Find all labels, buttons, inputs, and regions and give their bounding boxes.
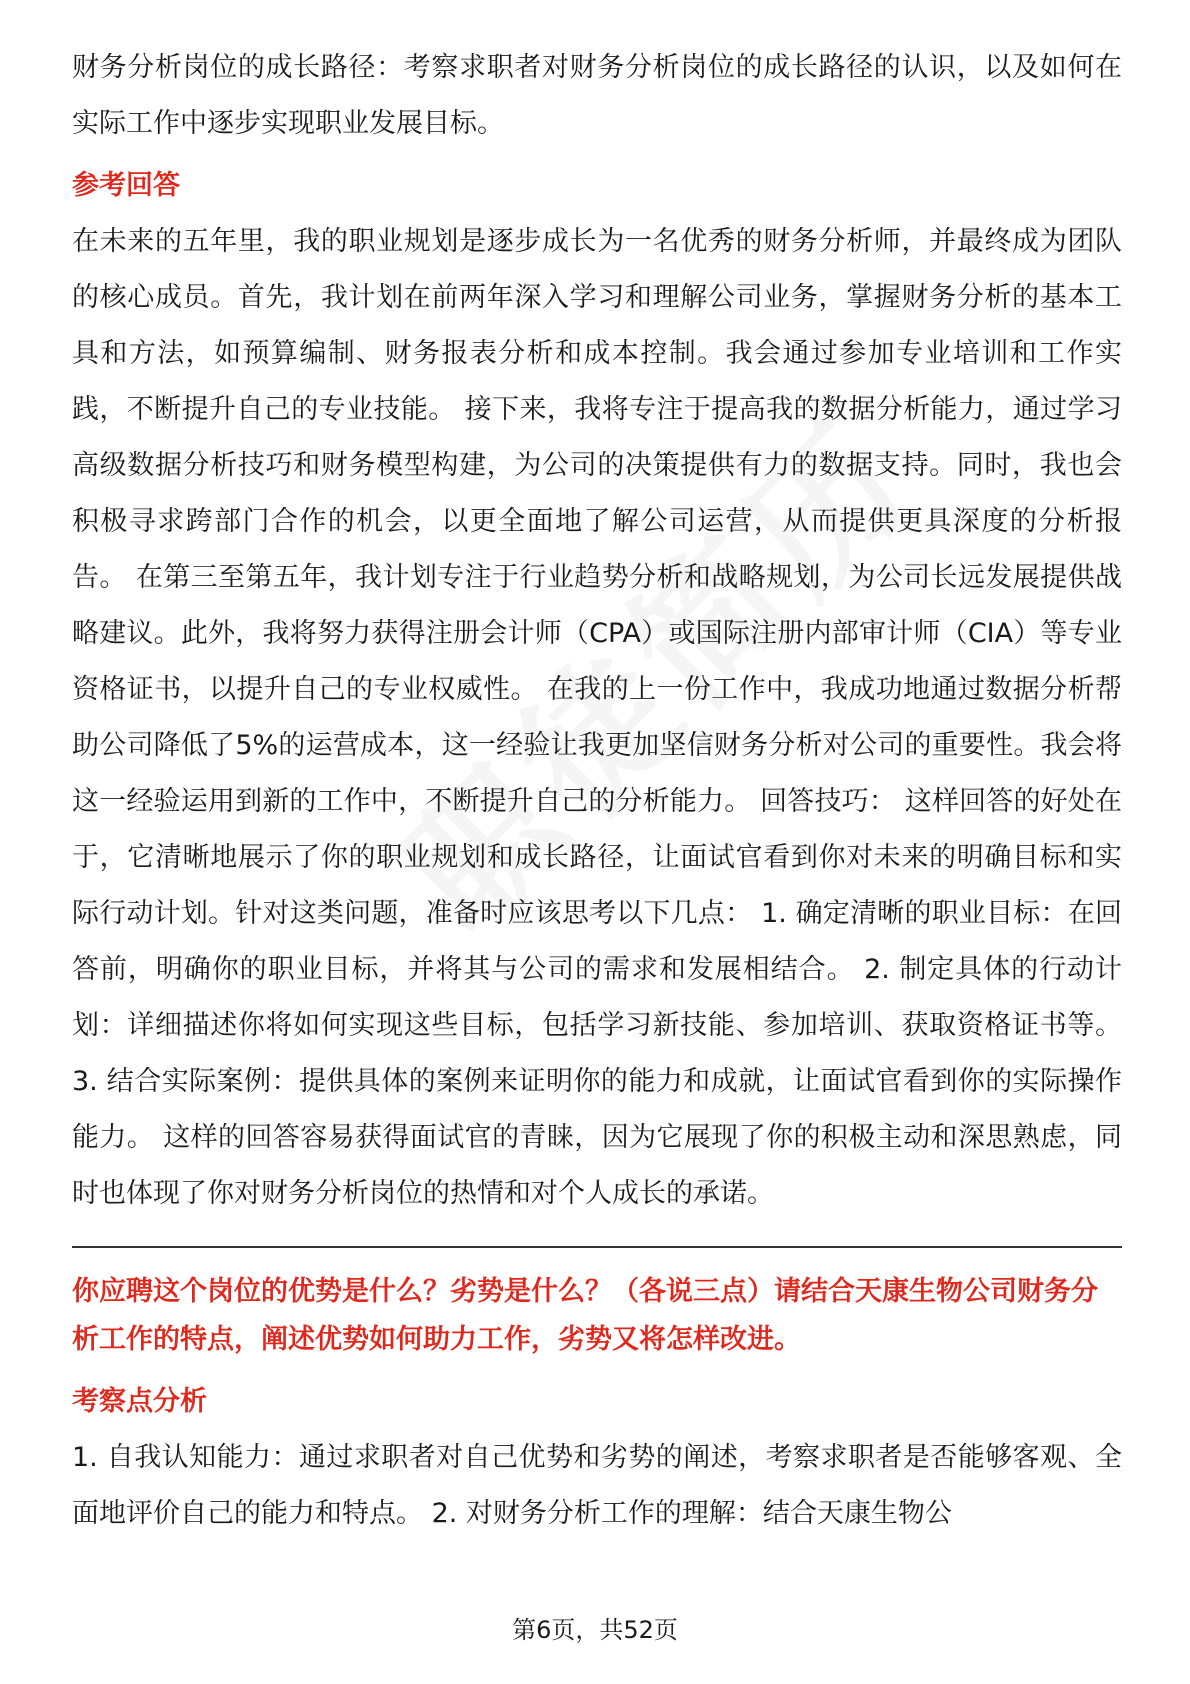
next-question: 你应聘这个岗位的优势是什么？劣势是什么？（各说三点）请结合天康生物公司财务分析工作的特点，阐述优势如何助力工作，劣势又将怎样改进。 bbox=[72, 1276, 1098, 1355]
answer-paragraph: 在未来的五年里，我的职业规划是逐步成长为一名优秀的财务分析师，并最终成为团队的核心成员。首先，我计划在前两年深入学习和理解公司业务，掌握财务分析的基本工具和方法，如预算编制、财务报表分析和成本控制。我会通过参加专业培训和工作实践，不断提升自己的专业技能。 接下来，我将专注于提高我的数据分析能力，通过学习高级数据分析技巧和财务模型构建，为公司的决策提供有力的数据支持。同时，我也会积极寻求跨部门合作的机会，以更全面地了解公司运营，从而提供更具深度的分析报告。 在第三至第五年，我计划专注于行业趋势分析和战略规划，为公司长远发展提供战略建议。此外，我将努力获得注册会计师（CPA）或国际注册内部审计师（CIA）等专业资格证书，以提升自己的专业权威性。 在我的上一份工作中，我成功地通过数据分析帮助公司降低了5%的运营成本，这一经验让我更加坚信财务分析对公司的重要性。我会将这一经验运用到新的工作中，不断提升自己的分析能力。 回答技巧： 这样回答的好处在于，它清晰地展示了你的职业规划和成长路径，让面试官看到你对未来的明确目标和实际行动计划。针对这类问题，准备时应该思考以下几点： 1. 确定清晰的职业目标：在回答前，明确你的职业目标，并将其与公司的需求和发展相结合。 2. 制定具体的行动计划：详细描述你将如何实现这些目标，包括学习新技能、参加培训、获取资格证书等。 3. 结合实际案例：提供具体的案例来证明你的能力和成就，让面试官看到你的实际操作能力。 这样的回答容易获得面试官的青睐，因为它展现了你的积极主动和深思熟虑，同时也体现了你对财务分析岗位的热情和对个人成长的承诺。 bbox=[72, 226, 1122, 1209]
answer-heading: 参考回答 bbox=[72, 170, 180, 201]
analysis-paragraph: 1. 自我认知能力：通过求职者对自己优势和劣势的阐述，考察求职者是否能够客观、全面地评价自己的能力和特点。 2. 对财务分析工作的理解：结合天康生物公 bbox=[72, 1442, 1122, 1529]
page-footer: 第6页，共52页 bbox=[512, 1616, 678, 1644]
section-divider bbox=[72, 1246, 1122, 1248]
document-body bbox=[72, 40, 1122, 1542]
intro-paragraph: 财务分析岗位的成长路径：考察求职者对财务分析岗位的成长路径的认识，以及如何在实际工作中逐步实现职业发展目标。 bbox=[72, 52, 1122, 139]
analysis-heading: 考察点分析 bbox=[72, 1386, 207, 1417]
